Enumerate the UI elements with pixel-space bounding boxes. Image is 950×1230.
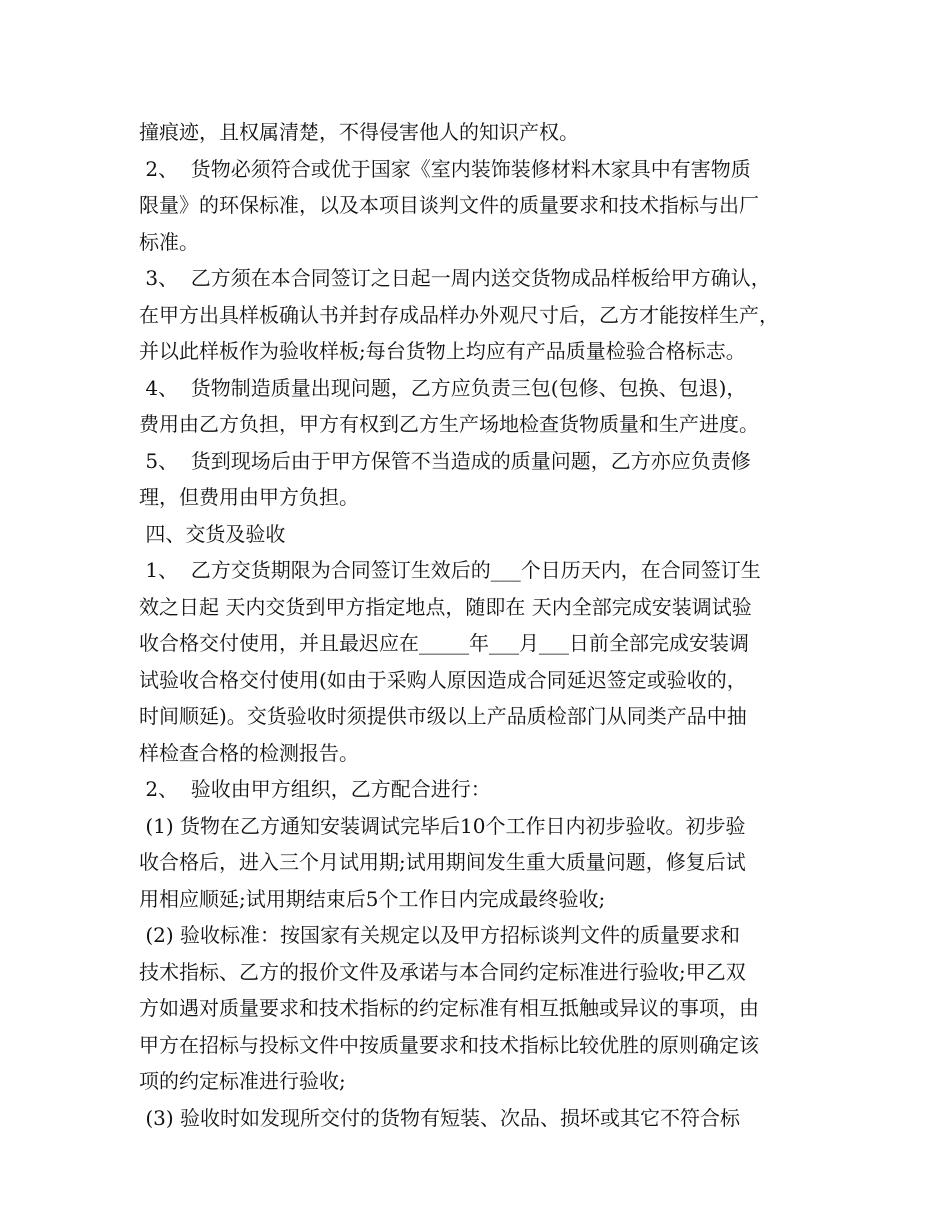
text-line: 项的约定标准进行验收; xyxy=(139,1069,346,1093)
text-line: 限量》的环保标准，以及本项目谈判文件的质量要求和技术指标与出厂 xyxy=(139,193,759,217)
text-line: 5、 货到现场后由于甲方保管不当造成的质量问题，乙方亦应负责修 xyxy=(139,448,751,473)
text-line: 并以此样板作为验收样板;每台货物上均应有产品质量检验合格标志。 xyxy=(139,339,746,363)
text-line: 理，但费用由甲方负担。 xyxy=(139,485,359,509)
text-line: 4、 货物制造质量出现问题，乙方应负责三包(包修、包换、包退)， xyxy=(139,375,747,400)
text-line: (1) 货物在乙方通知安装调试完毕后10个工作日内初步验收。初步验 xyxy=(139,813,746,838)
text-line: 2、 验收由甲方组织，乙方配合进行： xyxy=(139,777,491,801)
document-body xyxy=(139,114,819,1136)
text-line: 收合格交付使用，并且最迟应在_____年___月___日前全部完成安装调 xyxy=(139,631,749,655)
text-line: 3、 乙方须在本合同签订之日起一周内送交货物成品样板给甲方确认， xyxy=(139,266,771,290)
text-line: 效之日起 天内交货到甲方指定地点，随即在 天内全部完成安装调试验 xyxy=(139,594,752,619)
text-line: 技术指标、乙方的报价文件及承诺与本合同约定标准进行验收;甲乙双 xyxy=(139,959,746,984)
text-line: 试验收合格交付使用(如由于采购人原因造成合同延迟签定或验收的， xyxy=(139,667,747,692)
text-line: 甲方在招标与投标文件中按质量要求和技术指标比较优胜的原则确定该 xyxy=(139,1032,759,1057)
text-line: 1、 乙方交货期限为合同签订生效后的___个日历天内，在合同签订生 xyxy=(139,558,761,582)
text-line: 方如遇对质量要求和技术指标的约定标准有相互抵触或异议的事项，由 xyxy=(139,996,759,1020)
text-line: (3) 验收时如发现所交付的货物有短装、次品、损坏或其它不符合标 xyxy=(139,1105,741,1130)
text-line: 时间顺延)。交货验收时须提供市级以上产品质检部门从同类产品中抽 xyxy=(139,704,747,728)
text-line: 用相应顺延;试用期结束后5个工作日内完成最终验收; xyxy=(139,886,606,911)
text-line: 标准。 xyxy=(139,229,199,254)
text-line: 收合格后，进入三个月试用期;试用期间发生重大质量问题，修复后试 xyxy=(139,850,746,874)
text-line: 样检查合格的检测报告。 xyxy=(139,740,359,765)
text-line: 费用由乙方负担，甲方有权到乙方生产场地检查货物质量和生产进度。 xyxy=(139,412,759,436)
text-line: 撞痕迹，且权属清楚，不得侵害他人的知识产权。 xyxy=(139,120,579,144)
section-heading: 四、交货及验收 xyxy=(139,521,286,546)
text-line: (2) 验收标准：按国家有关规定以及甲方招标谈判文件的质量要求和 xyxy=(139,923,741,947)
text-line: 在甲方出具样板确认书并封存成品样办外观尺寸后，乙方才能按样生产， xyxy=(139,302,779,327)
text-line: 2、 货物必须符合或优于国家《室内装饰装修材料木家具中有害物质 xyxy=(139,156,751,181)
